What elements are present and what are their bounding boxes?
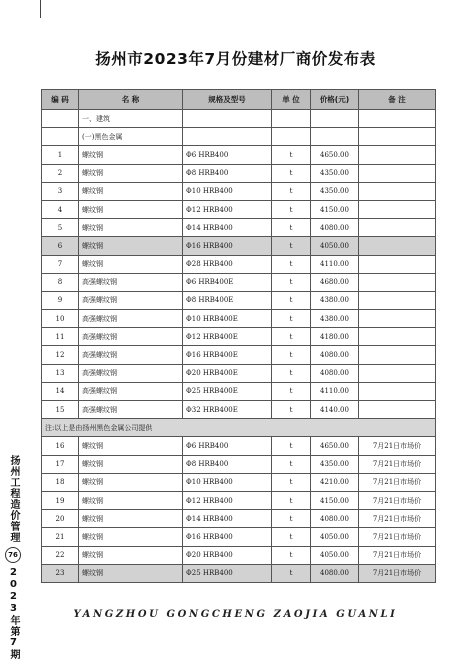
cell-name: 高强螺纹钢 — [79, 382, 183, 400]
price-table — [41, 89, 436, 583]
cell-code: 21 — [42, 528, 79, 546]
table-body — [42, 110, 436, 583]
cell-note — [359, 200, 436, 218]
cell-name: 螺纹钢 — [79, 146, 183, 164]
table-row — [42, 473, 436, 491]
cell-name: 螺纹钢 — [79, 564, 183, 582]
cell-code: 8 — [42, 273, 79, 291]
cell-unit: t — [272, 328, 311, 346]
cell-note: 7月21日市场价 — [359, 437, 436, 455]
cell-code: 1 — [42, 146, 79, 164]
table-row — [42, 328, 436, 346]
cell-price: 4080.00 — [311, 564, 359, 582]
cell-code: 20 — [42, 510, 79, 528]
header-unit: 单 位 — [272, 90, 311, 110]
cell-spec: Φ14 HRB400 — [183, 219, 272, 237]
cell-unit: t — [272, 491, 311, 509]
table-row — [42, 491, 436, 509]
cell-spec: Φ8 HRB400E — [183, 291, 272, 309]
cell-note — [359, 401, 436, 419]
cell-price: 4350.00 — [311, 182, 359, 200]
cell-code: 11 — [42, 328, 79, 346]
cell-spec: Φ6 HRB400 — [183, 146, 272, 164]
table-row — [42, 437, 436, 455]
cell-spec: Φ16 HRB400E — [183, 346, 272, 364]
cell-spec: Φ10 HRB400E — [183, 310, 272, 328]
header-name: 名 称 — [79, 90, 183, 110]
cell-unit: t — [272, 437, 311, 455]
cell-name: 螺纹钢 — [79, 200, 183, 218]
cell-note: 7月21日市场价 — [359, 455, 436, 473]
table-row — [42, 200, 436, 218]
cell-unit: t — [272, 364, 311, 382]
cell-spec: Φ28 HRB400 — [183, 255, 272, 273]
header-code: 编 码 — [42, 90, 79, 110]
table-header — [42, 90, 436, 110]
page-title: 扬州市2023年7月份建材厂商价发布表 — [95, 50, 376, 68]
cell-note: 7月21日市场价 — [359, 510, 436, 528]
cell-unit: t — [272, 510, 311, 528]
table-row — [42, 146, 436, 164]
cell-unit: t — [272, 164, 311, 182]
cell-name: 螺纹钢 — [79, 164, 183, 182]
cell-code: 7 — [42, 255, 79, 273]
table-row — [42, 382, 436, 400]
cell-name: 螺纹钢 — [79, 219, 183, 237]
cell-note — [359, 364, 436, 382]
cell-spec: Φ25 HRB400 — [183, 564, 272, 582]
cell-name: 螺纹钢 — [79, 437, 183, 455]
note-row — [42, 419, 436, 437]
cell-code: 2 — [42, 164, 79, 182]
cell-name: 高强螺纹钢 — [79, 328, 183, 346]
cell-unit: t — [272, 455, 311, 473]
cell-spec: Φ16 HRB400 — [183, 528, 272, 546]
cell-unit: t — [272, 401, 311, 419]
cell-code: 4 — [42, 200, 79, 218]
cell-spec: Φ8 HRB400 — [183, 455, 272, 473]
cell-name: 螺纹钢 — [79, 528, 183, 546]
cell-code: 9 — [42, 291, 79, 309]
section-label: 一、建筑 — [79, 110, 183, 128]
cell-code: 17 — [42, 455, 79, 473]
table-row — [42, 291, 436, 309]
cell-price: 4080.00 — [311, 219, 359, 237]
section-row-building — [42, 110, 436, 128]
cell-spec: Φ12 HRB400E — [183, 328, 272, 346]
cell-unit: t — [272, 473, 311, 491]
cell-spec: Φ12 HRB400 — [183, 200, 272, 218]
cell-note — [359, 182, 436, 200]
cell-name: 螺纹钢 — [79, 455, 183, 473]
table-row — [42, 401, 436, 419]
journal-sidebar — [3, 455, 23, 660]
table-row — [42, 510, 436, 528]
cell-spec: Φ6 HRB400 — [183, 437, 272, 455]
cell-unit: t — [272, 200, 311, 218]
cell-price: 4380.00 — [311, 310, 359, 328]
cell-name: 高强螺纹钢 — [79, 401, 183, 419]
header-note: 备 注 — [359, 90, 436, 110]
cell-price: 4380.00 — [311, 291, 359, 309]
cell-unit: t — [272, 546, 311, 564]
cell-unit: t — [272, 382, 311, 400]
cell-price: 4110.00 — [311, 382, 359, 400]
cell-price: 4650.00 — [311, 146, 359, 164]
cell-name: 螺纹钢 — [79, 510, 183, 528]
cell-code: 12 — [42, 346, 79, 364]
cell-name: 螺纹钢 — [79, 473, 183, 491]
cell-price: 4210.00 — [311, 473, 359, 491]
cell-note — [359, 237, 436, 255]
table-row — [42, 182, 436, 200]
table-row — [42, 564, 436, 582]
page-number-badge: 76 — [5, 547, 21, 563]
cell-unit: t — [272, 237, 311, 255]
table-row — [42, 346, 436, 364]
cell-spec: Φ20 HRB400E — [183, 364, 272, 382]
cell-code: 13 — [42, 364, 79, 382]
cell-note: 7月21日市场价 — [359, 528, 436, 546]
cell-unit: t — [272, 564, 311, 582]
cell-spec: Φ25 HRB400E — [183, 382, 272, 400]
cell-unit: t — [272, 310, 311, 328]
cell-name: 高强螺纹钢 — [79, 346, 183, 364]
cell-name: 高强螺纹钢 — [79, 364, 183, 382]
cell-unit: t — [272, 255, 311, 273]
cell-note — [359, 255, 436, 273]
cell-code: 23 — [42, 564, 79, 582]
cell-unit: t — [272, 291, 311, 309]
cell-note: 7月21日市场价 — [359, 564, 436, 582]
table-row — [42, 546, 436, 564]
cell-spec: Φ16 HRB400 — [183, 237, 272, 255]
cell-price: 4050.00 — [311, 237, 359, 255]
header-spec: 规格及型号 — [183, 90, 272, 110]
cell-price: 4080.00 — [311, 346, 359, 364]
table-row — [42, 364, 436, 382]
cell-unit: t — [272, 346, 311, 364]
cell-price: 4350.00 — [311, 455, 359, 473]
cell-code: 19 — [42, 491, 79, 509]
header-price: 价格(元) — [311, 90, 359, 110]
section-row-ferrous — [42, 128, 436, 146]
cell-code: 6 — [42, 237, 79, 255]
cell-spec: Φ12 HRB400 — [183, 491, 272, 509]
cell-unit: t — [272, 146, 311, 164]
cell-note — [359, 219, 436, 237]
cell-price: 4350.00 — [311, 164, 359, 182]
section-label: (一)黑色金属 — [79, 128, 183, 146]
cell-price: 4110.00 — [311, 255, 359, 273]
cell-code: 16 — [42, 437, 79, 455]
cell-note: 7月21日市场价 — [359, 546, 436, 564]
cell-unit: t — [272, 219, 311, 237]
cell-price: 4080.00 — [311, 510, 359, 528]
cell-unit: t — [272, 182, 311, 200]
cell-price: 4150.00 — [311, 491, 359, 509]
cell-code: 3 — [42, 182, 79, 200]
cell-note — [359, 310, 436, 328]
cell-code: 22 — [42, 546, 79, 564]
cell-code: 14 — [42, 382, 79, 400]
issue-label: 2023年第7期 — [8, 567, 19, 660]
cell-unit: t — [272, 273, 311, 291]
cell-note — [359, 382, 436, 400]
cell-note — [359, 328, 436, 346]
cell-note — [359, 146, 436, 164]
table-row — [42, 255, 436, 273]
cell-spec: Φ10 HRB400 — [183, 473, 272, 491]
cell-price: 4140.00 — [311, 401, 359, 419]
cell-spec: Φ32 HRB400E — [183, 401, 272, 419]
journal-name: 扬州工程造价管理 — [8, 455, 19, 543]
cell-spec: Φ20 HRB400 — [183, 546, 272, 564]
cell-name: 高强螺纹钢 — [79, 310, 183, 328]
table-row — [42, 219, 436, 237]
table-row — [42, 310, 436, 328]
cell-spec: Φ6 HRB400E — [183, 273, 272, 291]
cell-spec: Φ14 HRB400 — [183, 510, 272, 528]
table-row — [42, 273, 436, 291]
cell-code: 10 — [42, 310, 79, 328]
cell-name: 高强螺纹钢 — [79, 273, 183, 291]
table-row — [42, 455, 436, 473]
top-rule — [40, 0, 41, 18]
table-row — [42, 164, 436, 182]
cell-note — [359, 164, 436, 182]
cell-name: 螺纹钢 — [79, 491, 183, 509]
cell-name: 螺纹钢 — [79, 182, 183, 200]
cell-unit: t — [272, 528, 311, 546]
cell-price: 4680.00 — [311, 273, 359, 291]
table-row — [42, 528, 436, 546]
cell-price: 4180.00 — [311, 328, 359, 346]
cell-price: 4050.00 — [311, 546, 359, 564]
cell-note: 7月21日市场价 — [359, 491, 436, 509]
cell-name: 螺纹钢 — [79, 546, 183, 564]
cell-spec: Φ10 HRB400 — [183, 182, 272, 200]
footer-journal-pinyin: YANGZHOU GONGCHENG ZAOJIA GUANLI — [73, 609, 398, 620]
cell-price: 4650.00 — [311, 437, 359, 455]
cell-code: 18 — [42, 473, 79, 491]
cell-price: 4050.00 — [311, 528, 359, 546]
cell-code: 5 — [42, 219, 79, 237]
table-row — [42, 237, 436, 255]
cell-name: 高强螺纹钢 — [79, 291, 183, 309]
cell-note — [359, 346, 436, 364]
cell-spec: Φ8 HRB400 — [183, 164, 272, 182]
cell-price: 4080.00 — [311, 364, 359, 382]
cell-price: 4150.00 — [311, 200, 359, 218]
cell-note — [359, 273, 436, 291]
cell-code: 15 — [42, 401, 79, 419]
cell-note: 7月21日市场价 — [359, 473, 436, 491]
note-text: 注:以上是由扬州黑色金属公司提供 — [42, 419, 436, 437]
cell-name: 螺纹钢 — [79, 255, 183, 273]
cell-name: 螺纹钢 — [79, 237, 183, 255]
cell-note — [359, 291, 436, 309]
